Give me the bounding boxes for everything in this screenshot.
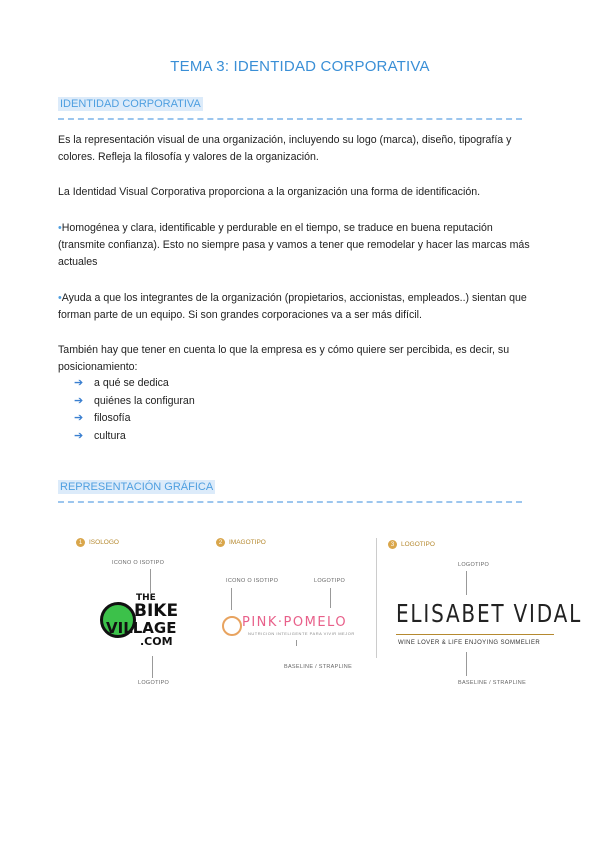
- panel-label-isologo: [76, 538, 119, 547]
- annotation-logo-note: LOGOTIPO: [314, 578, 346, 584]
- bullet-dot: •: [58, 222, 62, 234]
- arrow-right-icon: ➔: [74, 377, 84, 389]
- bullet-text-1: Homogénea y clara, identificable y perdurable en el tiempo, se traduce en buena reputación (transmite confianza). Esto no siempre pasa y vamos a tener que remodelar y hacer las marcas más actuales: [58, 222, 530, 268]
- annotation-icon-note: ICONO O ISOTIPO: [226, 578, 279, 584]
- pomelo-icon: [222, 616, 242, 636]
- pink-pomelo-tagline: NUTRICION INTELIGENTE PARA VIVIR MEJOR: [248, 631, 355, 636]
- annotation-line: [150, 569, 151, 593]
- list-item: [74, 393, 195, 411]
- annotation-line: [330, 588, 331, 608]
- pink-pomelo-wordmark: PINK·POMELO: [242, 615, 348, 630]
- panel-label-imagotipo: [216, 538, 266, 547]
- logo-word-village: VILLAGE: [106, 619, 177, 637]
- panel-label-text: IMAGOTIPO: [229, 539, 266, 546]
- logo-word-the: THE: [136, 593, 156, 603]
- panel-divider: [376, 538, 377, 658]
- section-divider: [58, 118, 522, 120]
- arrow-right-icon: ➔: [74, 429, 84, 442]
- logo-word-com: .COM: [140, 635, 173, 648]
- paragraph-posicionamiento: También hay que tener en cuenta lo que la empresa es y cómo quiere ser percibida, es decir, su posicionamiento:: [58, 344, 510, 373]
- bullet-paragraph-1: [58, 220, 538, 271]
- panel-label-text: LOGOTIPO: [401, 541, 435, 548]
- annotation-logo-note: LOGOTIPO: [138, 680, 170, 686]
- section-heading-representacion: [58, 481, 215, 493]
- list-item-text: quiénes la configuran: [94, 394, 195, 407]
- annotation-icon-note: ICONO O ISOTIPO: [112, 560, 165, 566]
- annotation-line: [466, 652, 467, 676]
- panel-label-text: ISOLOGO: [89, 539, 119, 546]
- annotation-line: [152, 656, 153, 678]
- annotation-line: [231, 588, 232, 610]
- annotation-line: [296, 640, 297, 646]
- paragraph-identificacion: La Identidad Visual Corporativa proporciona a la organización una forma de identificación.: [58, 186, 481, 198]
- bullet-text-2: Ayuda a que los integrantes de la organización (propietarios, accionistas, empleados..) sientan que forman parte de un equipo. Si son grandes corporaciones va a ser más difícil.: [58, 292, 527, 321]
- elisabet-vidal-wordmark: ELISABET VIDAL: [396, 598, 583, 628]
- section-divider: [58, 501, 522, 503]
- section-heading-label: IDENTIDAD CORPORATIVA: [60, 98, 201, 110]
- section-heading-identidad: [58, 98, 203, 110]
- elisabet-vidal-tagline: WINE LOVER & LIFE ENJOYING SOMMELIER: [398, 640, 541, 646]
- logo-word-bike: BIKE: [134, 601, 179, 621]
- bullet-paragraph-2: [58, 290, 538, 324]
- positioning-list: [74, 375, 195, 445]
- list-item: [74, 375, 195, 393]
- list-item-text: cultura: [94, 429, 126, 442]
- bullet-dot: •: [58, 292, 62, 304]
- arrow-right-icon: ➔: [74, 394, 84, 407]
- page-title: TEMA 3: IDENTIDAD CORPORATIVA: [170, 58, 430, 75]
- annotation-line: [466, 571, 467, 595]
- list-item-text: filosofía: [94, 412, 131, 424]
- section-heading-label: REPRESENTACIÓN GRÁFICA: [60, 481, 214, 493]
- annotation-logo-note: LOGOTIPO: [458, 562, 490, 568]
- bike-village-logo: [100, 594, 196, 654]
- panel-number-badge: 3: [388, 540, 397, 549]
- wordmark-underline: [396, 634, 554, 635]
- list-item: [74, 410, 195, 428]
- list-item-text: a qué se dedica: [94, 377, 169, 389]
- arrow-right-icon: ➔: [74, 412, 84, 424]
- paragraph-definition: Es la representación visual de una organización, incluyendo su logo (marca), diseño, tipografía y colores. Refleja la filosofía y valores de la organización.: [58, 134, 512, 163]
- panel-number-badge: 1: [76, 538, 85, 547]
- panel-number-badge: 2: [216, 538, 225, 547]
- annotation-baseline-note: BASELINE / STRAPLINE: [284, 664, 353, 670]
- panel-label-logotipo: [388, 540, 435, 549]
- list-item: [74, 428, 195, 446]
- annotation-baseline-note: BASELINE / STRAPLINE: [458, 680, 527, 686]
